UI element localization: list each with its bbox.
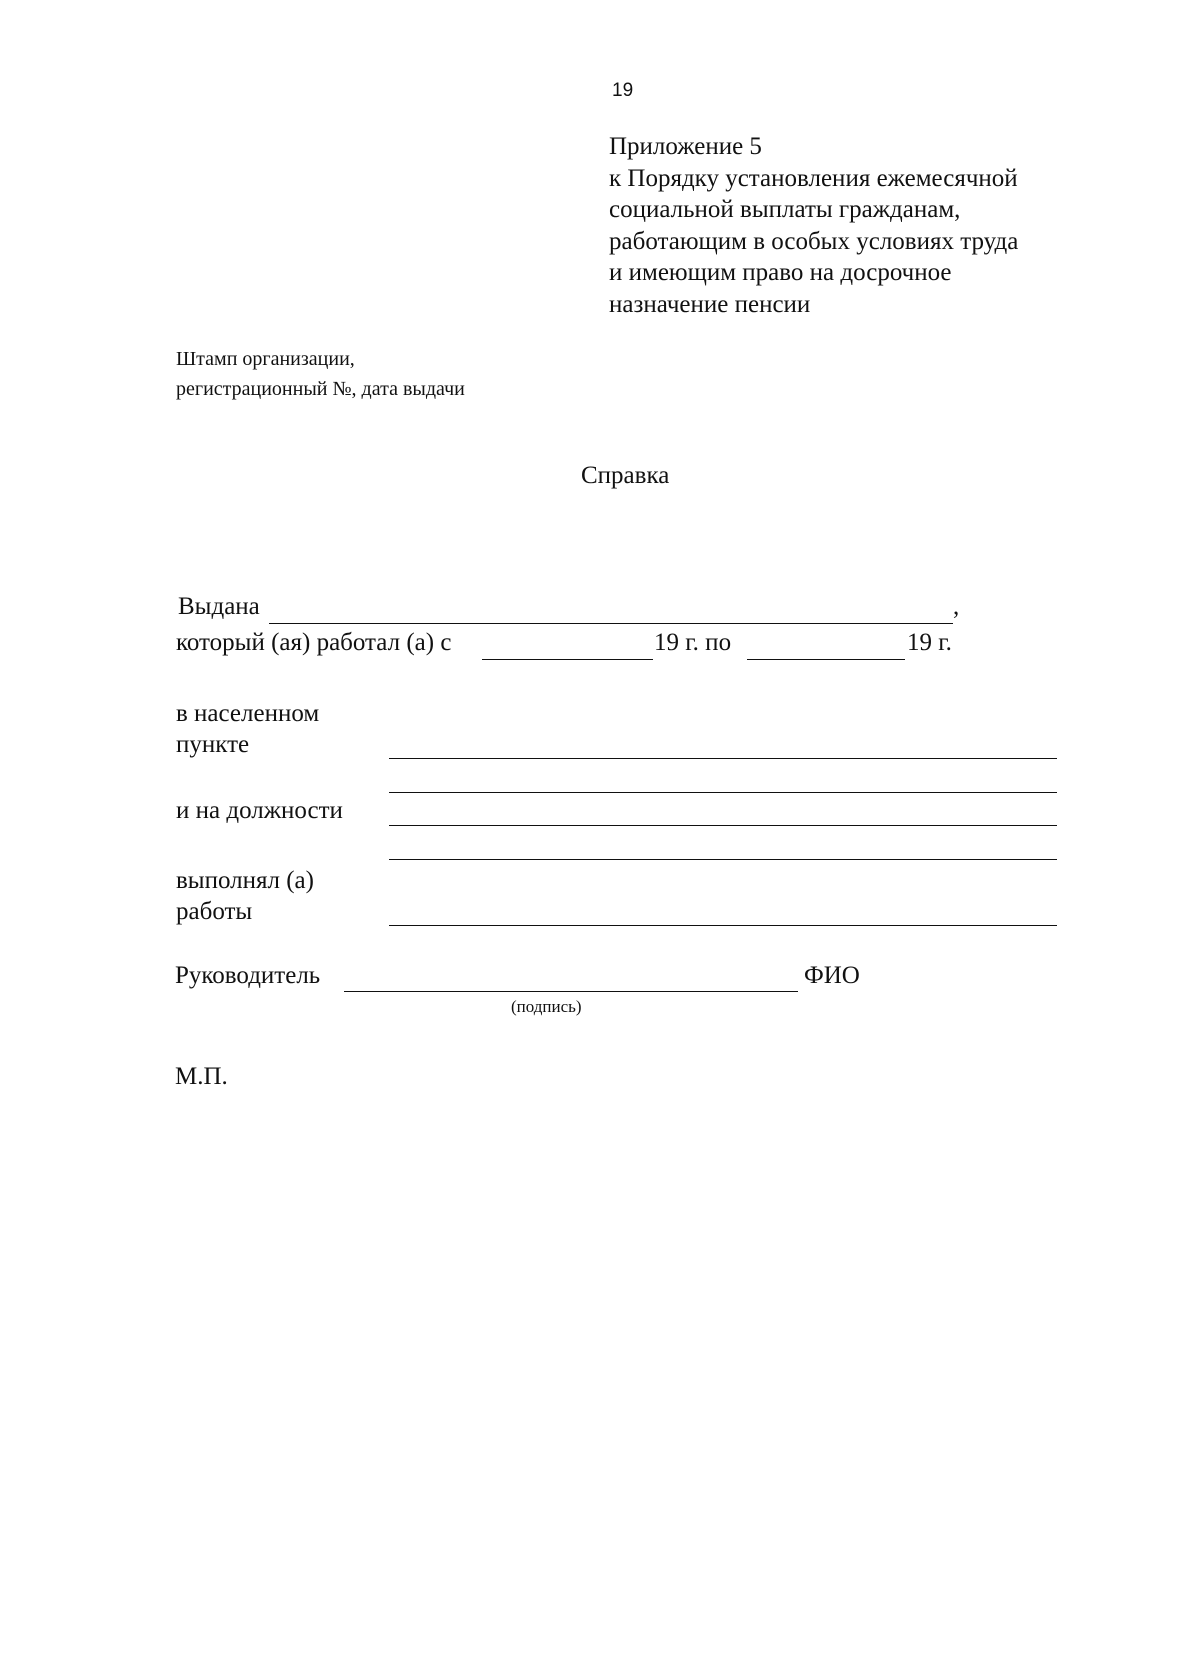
works-line[interactable] <box>389 925 1057 926</box>
stamp-line: регистрационный №, дата выдачи <box>176 378 465 400</box>
organization-stamp-block <box>176 344 465 404</box>
appendix-line: Приложение 5 <box>609 133 762 160</box>
position-line-2[interactable] <box>389 859 1057 860</box>
issued-to-line[interactable] <box>269 623 953 624</box>
works-label-line: работы <box>176 898 253 925</box>
date-to-line[interactable] <box>747 659 905 660</box>
worked-label: который (ая) работал (а) с <box>176 629 452 656</box>
position-label: и на должности <box>176 797 343 824</box>
date-from-line[interactable] <box>482 659 653 660</box>
signature-line[interactable] <box>344 991 798 992</box>
appendix-line: к Порядку установления ежемесячной <box>609 164 1018 192</box>
year-to-suffix: 19 г. <box>907 629 952 656</box>
document-title: Справка <box>581 462 670 489</box>
seal-label: М.П. <box>175 1063 228 1090</box>
locality-label-line: пункте <box>176 731 250 758</box>
stamp-line: Штамп организации, <box>176 348 355 370</box>
appendix-line: работающим в особых условиях труда <box>609 227 1019 255</box>
page-number: 19 <box>612 80 634 101</box>
issued-label: Выдана <box>178 593 260 620</box>
locality-label <box>176 698 319 760</box>
appendix-line: и имеющим право на досрочное <box>609 259 952 286</box>
locality-line-2[interactable] <box>389 792 1057 793</box>
works-label-line: выполнял (а) <box>176 867 314 894</box>
locality-line[interactable] <box>389 758 1057 759</box>
head-label: Руководитель <box>175 962 321 989</box>
works-label <box>176 865 314 927</box>
issued-comma: , <box>953 593 960 620</box>
signature-caption: (подпись) <box>511 997 582 1016</box>
locality-label-line: в населенном <box>176 700 320 727</box>
appendix-header <box>609 131 1018 320</box>
fio-label: ФИО <box>804 962 860 989</box>
position-line[interactable] <box>389 825 1057 826</box>
appendix-line: социальной выплаты гражданам, <box>609 196 961 223</box>
appendix-line: назначение пенсии <box>609 290 811 318</box>
year-from-suffix: 19 г. по <box>654 629 732 656</box>
